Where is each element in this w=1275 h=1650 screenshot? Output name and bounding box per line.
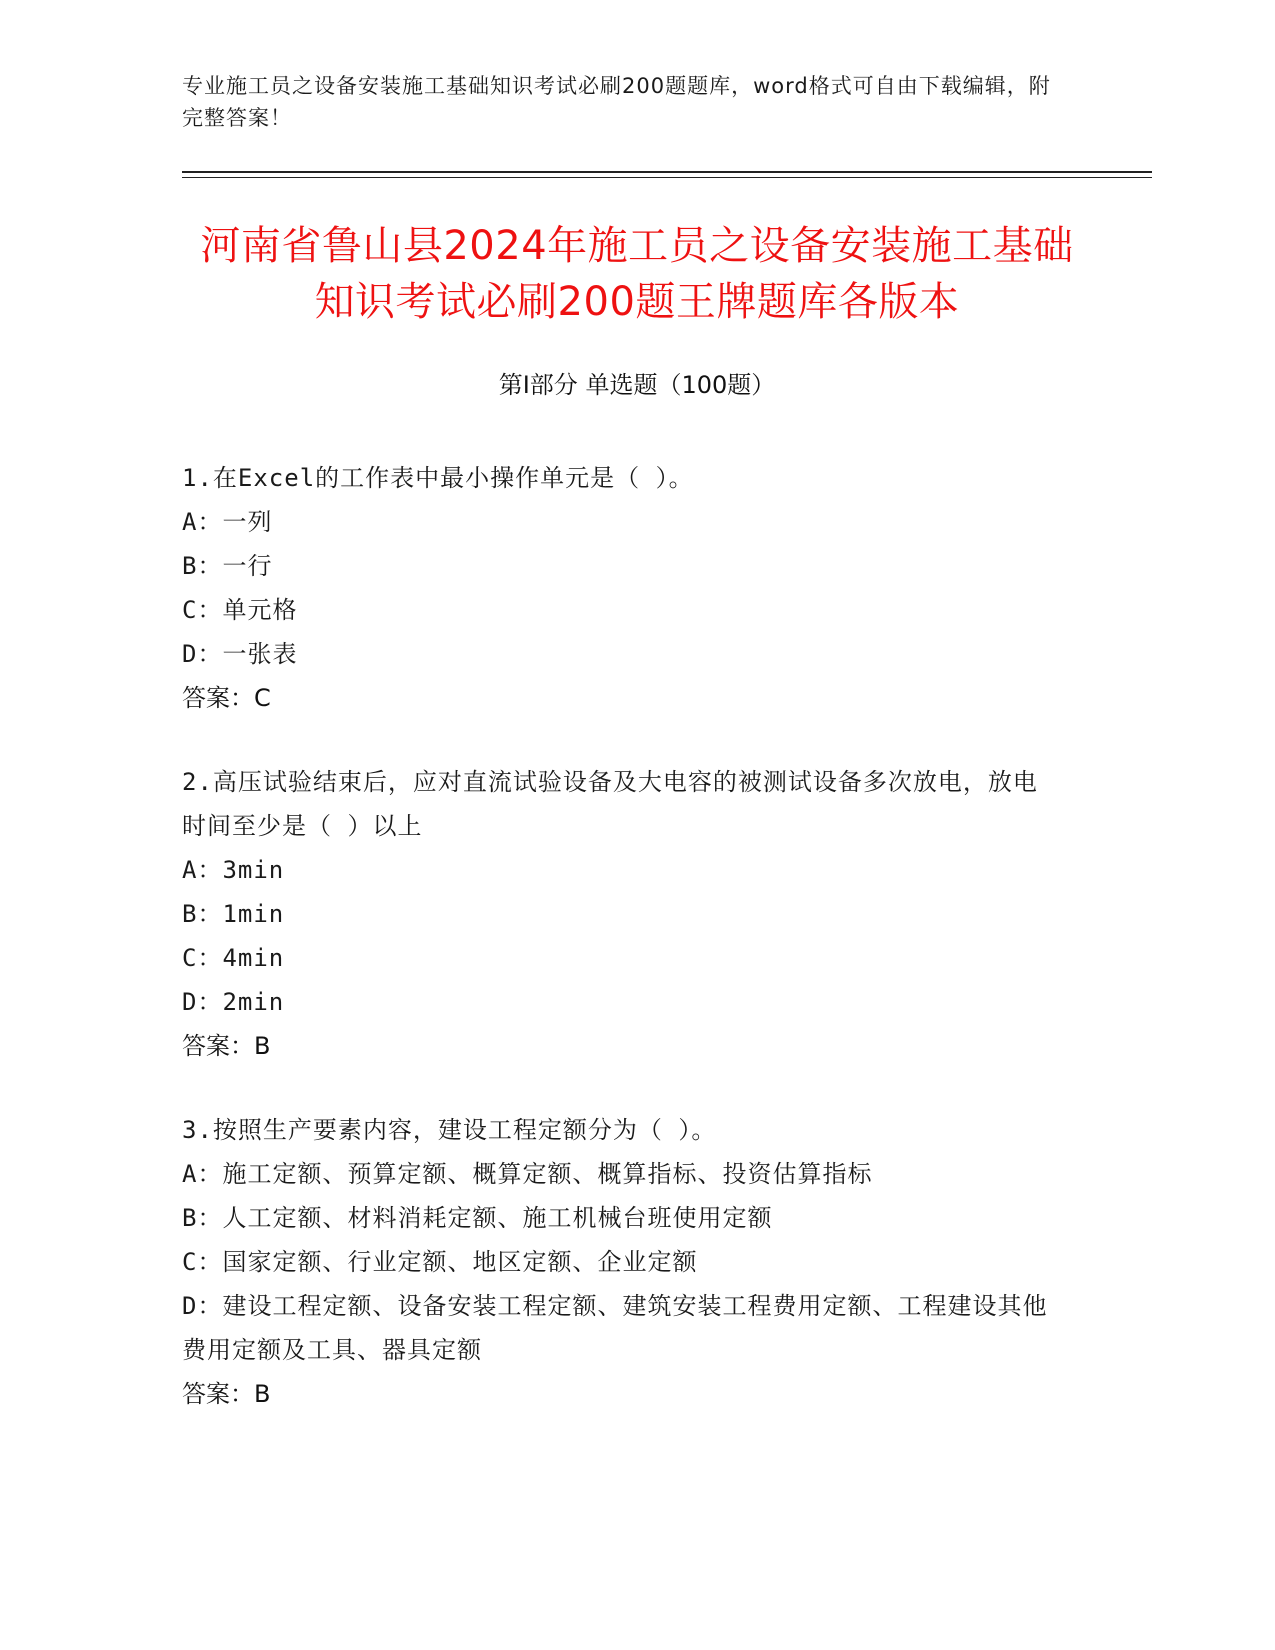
answer: 答案：C: [182, 684, 271, 712]
option-b: B：1min: [182, 900, 285, 928]
answer: 答案：B: [182, 1380, 271, 1408]
question-stem: 1.在Excel的工作表中最小操作单元是（ ）。: [182, 464, 694, 492]
option-a: A：施工定额、预算定额、概算定额、概算指标、投资估算指标: [182, 1160, 873, 1188]
option-b: B：人工定额、材料消耗定额、施工机械台班使用定额: [182, 1204, 773, 1232]
option-c: C：国家定额、行业定额、地区定额、企业定额: [182, 1248, 698, 1276]
document-title: 河南省鲁山县2024年施工员之设备安装施工基础知识考试必刷200题王牌题库各版本: [200, 223, 1074, 325]
option-d: D：2min: [182, 988, 285, 1016]
option-a: A：3min: [182, 856, 285, 884]
header-rule-thin: [182, 177, 1152, 178]
question-2: [182, 760, 1052, 1068]
option-b: B：一行: [182, 552, 273, 580]
answer: 答案：B: [182, 1032, 271, 1060]
option-c: C：单元格: [182, 596, 298, 624]
option-c: C：4min: [182, 944, 285, 972]
question-3: [182, 1108, 1052, 1416]
option-d: D：一张表: [182, 640, 298, 668]
header-note: 专业施工员之设备安装施工基础知识考试必刷200题题库，word格式可自由下载编辑，附完整答案！: [182, 74, 1051, 130]
question-list: [182, 456, 1052, 1456]
section-heading: 第Ⅰ部分 单选题（100题）: [498, 371, 776, 399]
option-a: A：一列: [182, 508, 273, 536]
option-d: D：建设工程定额、设备安装工程定额、建筑安装工程费用定额、工程建设其他费用定额及工具、器具定额: [182, 1292, 1048, 1364]
question-stem: 3.按照生产要素内容，建设工程定额分为（ ）。: [182, 1116, 717, 1144]
question-stem: 2.高压试验结束后，应对直流试验设备及大电容的被测试设备多次放电，放电时间至少是（ ）以上: [182, 768, 1038, 840]
question-1: [182, 456, 1052, 720]
header-rule-thick: [182, 171, 1152, 173]
